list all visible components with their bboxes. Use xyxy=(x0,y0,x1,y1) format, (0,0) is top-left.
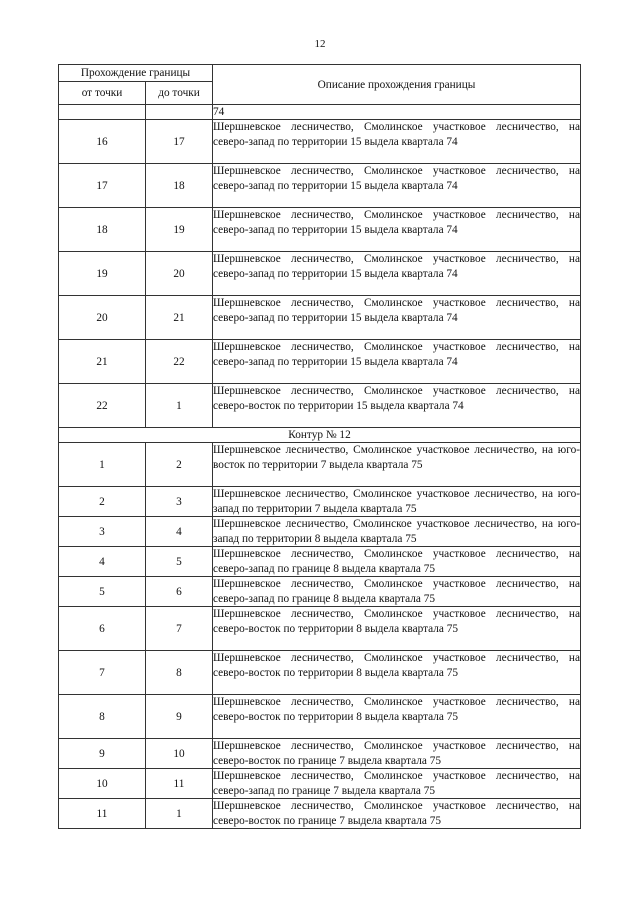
description-cell xyxy=(213,695,581,739)
description-cell xyxy=(213,651,581,695)
table-row xyxy=(59,651,581,695)
to-point-cell: 5 xyxy=(146,547,213,577)
contour-label: Контур № 12 xyxy=(59,428,581,443)
description-cell xyxy=(213,577,581,607)
to-point-cell: 3 xyxy=(146,487,213,517)
to-point-cell: 10 xyxy=(146,739,213,769)
description-text: Шершневское лесничество, Смолинское участковое лесничество, на северо-восток по территории 8 выдела квартала 75 xyxy=(213,652,580,679)
from-point-cell: 18 xyxy=(59,208,146,252)
from-point-cell: 5 xyxy=(59,577,146,607)
to-point-cell: 11 xyxy=(146,769,213,799)
table-row xyxy=(59,487,581,517)
from-point-cell: 21 xyxy=(59,340,146,384)
header-to-point: до точки xyxy=(146,82,213,105)
description-text: Шершневское лесничество, Смолинское участковое лесничество, на северо-запад по территории 15 выдела квартала 74 xyxy=(213,253,580,280)
table-row xyxy=(59,577,581,607)
to-point-cell: 20 xyxy=(146,252,213,296)
table-row xyxy=(59,547,581,577)
header-description: Описание прохождения границы xyxy=(213,65,581,105)
to-point-cell: 21 xyxy=(146,296,213,340)
table-row xyxy=(59,739,581,769)
to-point-cell: 8 xyxy=(146,651,213,695)
table-row xyxy=(59,443,581,487)
to-point-cell: 19 xyxy=(146,208,213,252)
from-point-cell: 8 xyxy=(59,695,146,739)
to-point-cell: 4 xyxy=(146,517,213,547)
from-point-cell: 20 xyxy=(59,296,146,340)
description-cell xyxy=(213,105,581,120)
description-cell xyxy=(213,384,581,428)
from-point-cell: 4 xyxy=(59,547,146,577)
description-text: Шершневское лесничество, Смолинское участковое лесничество, на северо-запад по территории 15 выдела квартала 74 xyxy=(213,209,580,236)
to-point-cell: 22 xyxy=(146,340,213,384)
description-text: Шершневское лесничество, Смолинское участковое лесничество, на северо-восток по границе 7 выдела квартала 75 xyxy=(213,740,580,767)
to-point-cell: 18 xyxy=(146,164,213,208)
description-text: Шершневское лесничество, Смолинское участковое лесничество, на юго-запад по территории 7 выдела квартала 75 xyxy=(213,488,580,515)
description-cell xyxy=(213,547,581,577)
table-row xyxy=(59,252,581,296)
description-cell xyxy=(213,487,581,517)
to-point-cell: 1 xyxy=(146,799,213,829)
description-text: Шершневское лесничество, Смолинское участковое лесничество, на северо-восток по территории 15 выдела квартала 74 xyxy=(213,385,580,412)
from-point-cell xyxy=(59,105,146,120)
from-point-cell: 6 xyxy=(59,607,146,651)
from-point-cell: 22 xyxy=(59,384,146,428)
description-cell xyxy=(213,252,581,296)
header-from-point: от точки xyxy=(59,82,146,105)
from-point-cell: 17 xyxy=(59,164,146,208)
description-text: Шершневское лесничество, Смолинское участковое лесничество, на юго-восток по территории 7 выдела квартала 75 xyxy=(213,444,580,471)
description-cell xyxy=(213,208,581,252)
description-text: Шершневское лесничество, Смолинское участковое лесничество, на северо-запад по территории 15 выдела квартала 74 xyxy=(213,121,580,148)
description-cell xyxy=(213,164,581,208)
from-point-cell: 3 xyxy=(59,517,146,547)
from-point-cell: 16 xyxy=(59,120,146,164)
to-point-cell: 1 xyxy=(146,384,213,428)
from-point-cell: 1 xyxy=(59,443,146,487)
table-row xyxy=(59,340,581,384)
description-cell xyxy=(213,340,581,384)
to-point-cell: 9 xyxy=(146,695,213,739)
to-point-cell: 6 xyxy=(146,577,213,607)
from-point-cell: 11 xyxy=(59,799,146,829)
description-text: Шершневское лесничество, Смолинское участковое лесничество, на северо-запад по территории 15 выдела квартала 74 xyxy=(213,297,580,324)
description-cell xyxy=(213,517,581,547)
from-point-cell: 19 xyxy=(59,252,146,296)
contour-row xyxy=(59,428,581,443)
header-boundary-passage: Прохождение границы xyxy=(59,65,213,82)
description-cell xyxy=(213,443,581,487)
table-row xyxy=(59,120,581,164)
description-text: Шершневское лесничество, Смолинское участковое лесничество, на северо-восток по территории 8 выдела квартала 75 xyxy=(213,608,580,635)
description-cell xyxy=(213,739,581,769)
description-text: Шершневское лесничество, Смолинское участковое лесничество, на северо-восток по территории 8 выдела квартала 75 xyxy=(213,696,580,723)
table-row xyxy=(59,208,581,252)
table-row xyxy=(59,164,581,208)
description-cell xyxy=(213,799,581,829)
to-point-cell xyxy=(146,105,213,120)
description-text: Шершневское лесничество, Смолинское участковое лесничество, на северо-запад по границе 8 выдела квартала 75 xyxy=(213,548,580,575)
description-text: Шершневское лесничество, Смолинское участковое лесничество, на северо-запад по границе 7 выдела квартала 75 xyxy=(213,770,580,797)
description-text: Шершневское лесничество, Смолинское участковое лесничество, на северо-запад по территории 15 выдела квартала 74 xyxy=(213,165,580,192)
to-point-cell: 17 xyxy=(146,120,213,164)
table-row xyxy=(59,607,581,651)
boundary-table xyxy=(58,64,581,829)
from-point-cell: 10 xyxy=(59,769,146,799)
description-text: Шершневское лесничество, Смолинское участковое лесничество, на северо-запад по территории 15 выдела квартала 74 xyxy=(213,341,580,368)
description-cell xyxy=(213,296,581,340)
table-row xyxy=(59,517,581,547)
description-cell xyxy=(213,120,581,164)
table-body xyxy=(59,105,581,829)
description-text: Шершневское лесничество, Смолинское участковое лесничество, на северо-запад по границе 8 выдела квартала 75 xyxy=(213,578,580,605)
table-row xyxy=(59,769,581,799)
description-text: Шершневское лесничество, Смолинское участковое лесничество, на юго-запад по территории 8 выдела квартала 75 xyxy=(213,518,580,545)
page-number: 12 xyxy=(314,38,326,50)
from-point-cell: 9 xyxy=(59,739,146,769)
from-point-cell: 7 xyxy=(59,651,146,695)
to-point-cell: 7 xyxy=(146,607,213,651)
description-cell xyxy=(213,607,581,651)
description-cell xyxy=(213,769,581,799)
table-row xyxy=(59,384,581,428)
table-row xyxy=(59,296,581,340)
description-text: Шершневское лесничество, Смолинское участковое лесничество, на северо-восток по границе 7 выдела квартала 75 xyxy=(213,800,580,827)
table-row xyxy=(59,105,581,120)
to-point-cell: 2 xyxy=(146,443,213,487)
from-point-cell: 2 xyxy=(59,487,146,517)
table-row xyxy=(59,695,581,739)
table-row xyxy=(59,799,581,829)
description-text: 74 xyxy=(213,106,225,118)
